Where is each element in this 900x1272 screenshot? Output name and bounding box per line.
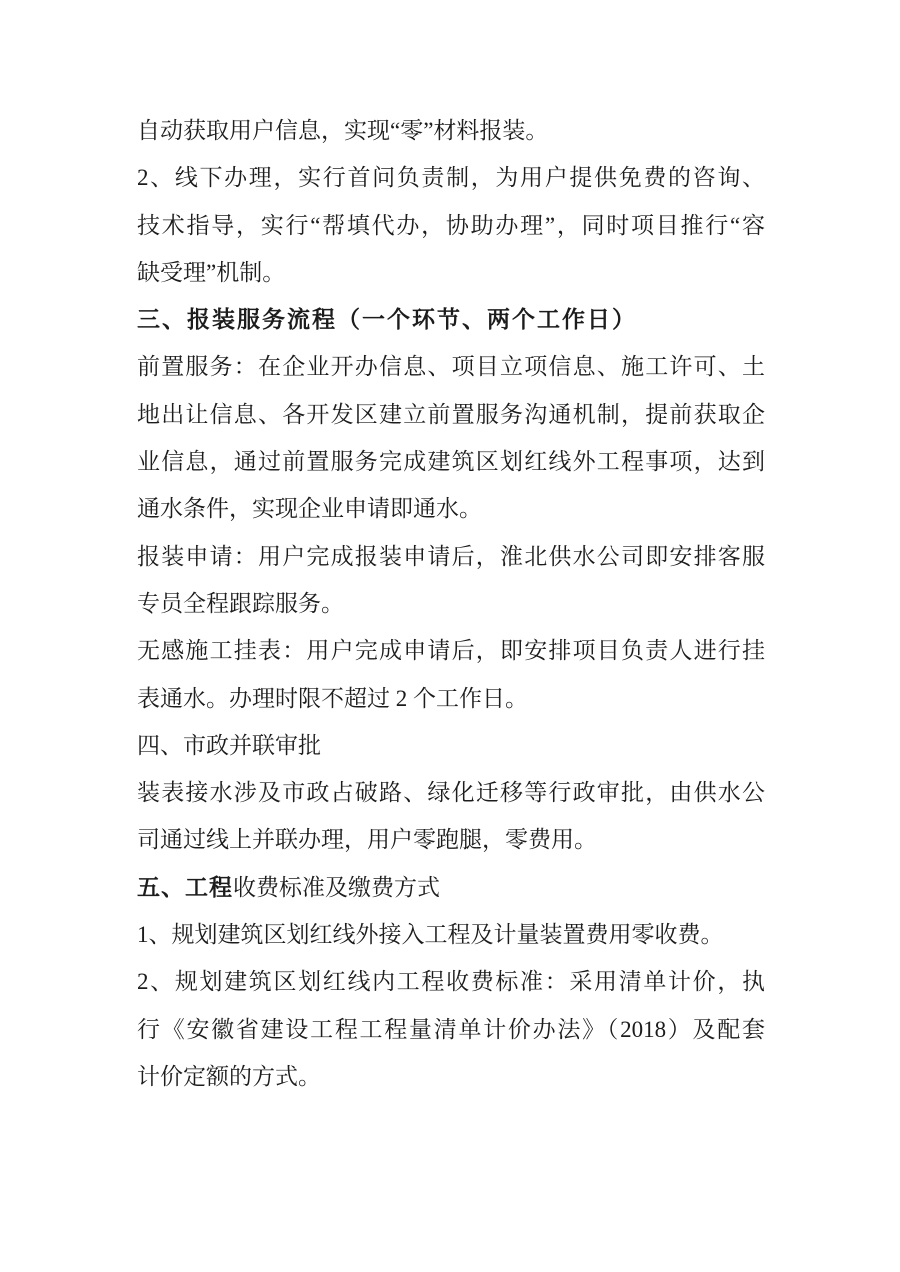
text-line: 地出让信息、各开发区建立前置服务沟通机制，提前获取企 bbox=[137, 401, 765, 427]
text-line: 2、线下办理，实行首问负责制，为用户提供免费的咨询、 bbox=[137, 165, 765, 191]
text-line: 2、规划建筑区划红线内工程收费标准：采用清单计价，执 bbox=[137, 969, 765, 995]
text-line: 计价定额的方式。 bbox=[137, 1063, 321, 1089]
heading-section-5-regular-part: 收费标准及缴费方式 bbox=[233, 874, 440, 900]
text-line: 缺受理”机制。 bbox=[137, 259, 286, 285]
text-line: 1、规划建筑区划红线外接入工程及计量装置费用零收费。 bbox=[137, 922, 724, 948]
text-line: 前置服务：在企业开办信息、项目立项信息、施工许可、土 bbox=[137, 354, 765, 380]
heading-section-3: 三、报装服务流程（一个环节、两个工作日） bbox=[137, 307, 637, 333]
text-line: 装表接水涉及市政占破路、绿化迁移等行政审批，由供水公 bbox=[137, 780, 765, 806]
text-line: 专员全程跟踪服务。 bbox=[137, 590, 344, 616]
text-line: 自动获取用户信息，实现“零”材料报装。 bbox=[137, 118, 549, 143]
text-line: 行《安徽省建设工程工程量清单计价办法》（2018）及配套 bbox=[137, 1016, 765, 1042]
text-line: 司通过线上并联办理，用户零跑腿，零费用。 bbox=[137, 827, 597, 853]
text-line: 报装申请：用户完成报装申请后，淮北供水公司即安排客服 bbox=[137, 543, 765, 569]
document-body bbox=[137, 107, 765, 1100]
heading-section-5-bold-part: 五、工程 bbox=[137, 874, 233, 900]
text-line: 业信息，通过前置服务完成建筑区划红线外工程事项，达到 bbox=[137, 449, 765, 475]
text-line: 技术指导，实行“帮填代办，协助办理”，同时项目推行“容 bbox=[137, 212, 765, 238]
text-line: 表通水。办理时限不超过 2 个工作日。 bbox=[137, 685, 528, 711]
text-line: 无感施工挂表：用户完成申请后，即安排项目负责人进行挂 bbox=[137, 638, 765, 664]
heading-section-4: 四、市政并联审批 bbox=[137, 732, 321, 758]
text-line: 通水条件，实现企业申请即通水。 bbox=[137, 496, 482, 522]
heading-section-5 bbox=[137, 864, 765, 911]
